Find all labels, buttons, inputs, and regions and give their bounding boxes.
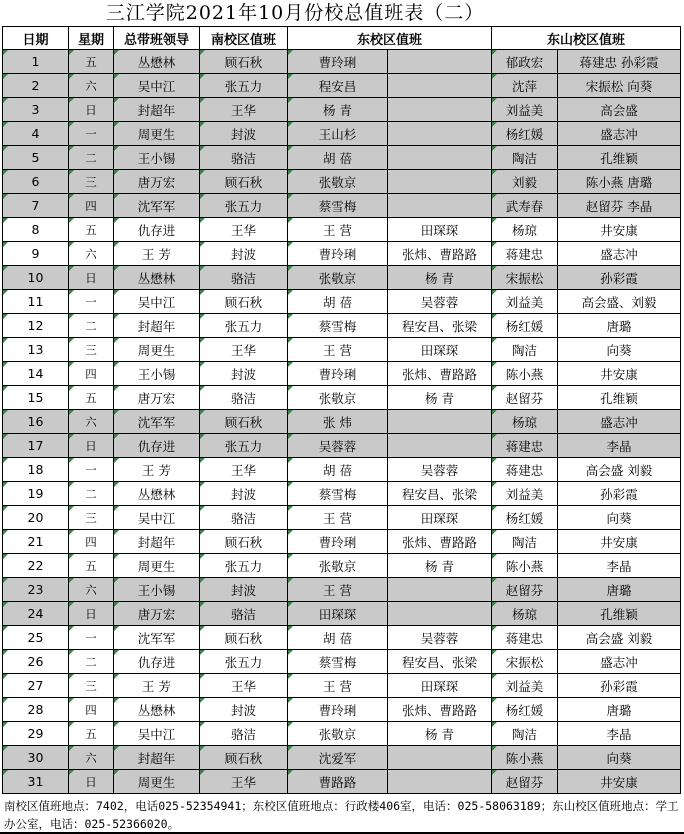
south-campus-cell: 王华 [200, 218, 288, 242]
weekday-cell: 六 [69, 746, 114, 770]
south-campus-cell: 顾石秋 [200, 530, 288, 554]
east-campus-primary-cell: 蔡雪梅 [288, 314, 388, 338]
leader-cell: 周更生 [114, 770, 200, 794]
weekday-cell: 二 [69, 146, 114, 170]
leader-cell: 沈军军 [114, 626, 200, 650]
south-campus-cell: 顾石秋 [200, 290, 288, 314]
table-row [3, 170, 681, 194]
date-cell: 26 [3, 650, 69, 674]
leader-cell: 周更生 [114, 338, 200, 362]
south-campus-cell: 顾石秋 [200, 50, 288, 74]
east-campus-secondary-cell: 张炜、曹路路 [388, 362, 492, 386]
south-campus-cell: 顾石秋 [200, 626, 288, 650]
leader-cell: 封超年 [114, 530, 200, 554]
dongshan-primary-cell: 刘益美 [492, 674, 558, 698]
east-campus-secondary-cell [388, 770, 492, 794]
dongshan-secondary-cell: 蒋建忠 孙彩霞 [558, 50, 681, 74]
table-row [3, 770, 681, 794]
dongshan-secondary-cell: 李晶 [558, 554, 681, 578]
east-campus-secondary-cell [388, 98, 492, 122]
east-campus-primary-cell: 张 炜 [288, 410, 388, 434]
table-row [3, 338, 681, 362]
leader-cell: 唐万宏 [114, 602, 200, 626]
table-row [3, 746, 681, 770]
weekday-cell: 六 [69, 74, 114, 98]
weekday-cell: 六 [69, 242, 114, 266]
date-cell: 22 [3, 554, 69, 578]
table-row [3, 122, 681, 146]
date-cell: 5 [3, 146, 69, 170]
table-row [3, 218, 681, 242]
date-cell: 2 [3, 74, 69, 98]
weekday-cell: 一 [69, 626, 114, 650]
dongshan-secondary-cell: 赵留芬 李晶 [558, 194, 681, 218]
south-campus-cell: 封波 [200, 362, 288, 386]
south-campus-cell: 骆洁 [200, 266, 288, 290]
east-campus-primary-cell: 胡 蓓 [288, 458, 388, 482]
leader-cell: 吴中江 [114, 74, 200, 98]
dongshan-primary-cell: 刘益美 [492, 98, 558, 122]
east-campus-secondary-cell: 杨 青 [388, 722, 492, 746]
header-leader: 总带班领导 [114, 27, 200, 50]
dongshan-primary-cell: 刘益美 [492, 482, 558, 506]
dongshan-secondary-cell: 唐璐 [558, 314, 681, 338]
south-campus-cell: 张五力 [200, 434, 288, 458]
dongshan-secondary-cell: 孙彩霞 [558, 482, 681, 506]
south-campus-cell: 封波 [200, 242, 288, 266]
east-campus-secondary-cell: 程安昌、张梁 [388, 314, 492, 338]
table-row [3, 698, 681, 722]
dongshan-primary-cell: 杨琼 [492, 410, 558, 434]
date-cell: 20 [3, 506, 69, 530]
leader-cell: 周更生 [114, 122, 200, 146]
south-campus-cell: 骆洁 [200, 722, 288, 746]
east-campus-primary-cell: 王山杉 [288, 122, 388, 146]
table-row [3, 98, 681, 122]
east-campus-primary-cell: 王 营 [288, 506, 388, 530]
dongshan-primary-cell: 杨琼 [492, 218, 558, 242]
east-campus-primary-cell: 张敬京 [288, 722, 388, 746]
east-campus-secondary-cell: 杨 青 [388, 266, 492, 290]
south-campus-cell: 张五力 [200, 194, 288, 218]
south-campus-cell: 张五力 [200, 650, 288, 674]
south-campus-cell: 封波 [200, 122, 288, 146]
weekday-cell: 日 [69, 770, 114, 794]
leader-cell: 周更生 [114, 554, 200, 578]
table-row [3, 506, 681, 530]
dongshan-primary-cell: 杨红媛 [492, 314, 558, 338]
south-campus-cell: 张五力 [200, 314, 288, 338]
dongshan-secondary-cell: 孙彩霞 [558, 266, 681, 290]
table-row [3, 314, 681, 338]
duty-roster-table [2, 26, 681, 794]
dongshan-secondary-cell: 宋振松 向葵 [558, 74, 681, 98]
weekday-cell: 四 [69, 698, 114, 722]
east-campus-primary-cell: 吴蓉蓉 [288, 434, 388, 458]
leader-cell: 丛懋林 [114, 266, 200, 290]
leader-cell: 王 芳 [114, 458, 200, 482]
weekday-cell: 五 [69, 554, 114, 578]
dongshan-secondary-cell: 李晶 [558, 722, 681, 746]
dongshan-primary-cell: 陶洁 [492, 530, 558, 554]
table-row [3, 50, 681, 74]
date-cell: 31 [3, 770, 69, 794]
leader-cell: 丛懋林 [114, 50, 200, 74]
east-campus-secondary-cell: 吴蓉蓉 [388, 290, 492, 314]
dongshan-primary-cell: 蒋建忠 [492, 458, 558, 482]
dongshan-primary-cell: 杨红媛 [492, 698, 558, 722]
south-campus-cell: 封波 [200, 578, 288, 602]
dongshan-secondary-cell: 孔维颖 [558, 146, 681, 170]
weekday-cell: 四 [69, 362, 114, 386]
dongshan-primary-cell: 陶洁 [492, 146, 558, 170]
east-campus-primary-cell: 曹玲琍 [288, 242, 388, 266]
east-campus-primary-cell: 曹玲琍 [288, 698, 388, 722]
east-campus-secondary-cell: 程安昌、张梁 [388, 482, 492, 506]
leader-cell: 仇存进 [114, 650, 200, 674]
dongshan-secondary-cell: 井安康 [558, 770, 681, 794]
south-campus-cell: 王华 [200, 98, 288, 122]
dongshan-primary-cell: 宋振松 [492, 266, 558, 290]
dongshan-primary-cell: 刘益美 [492, 290, 558, 314]
dongshan-primary-cell: 赵留芬 [492, 386, 558, 410]
table-row [3, 578, 681, 602]
leader-cell: 王小锡 [114, 146, 200, 170]
east-campus-secondary-cell [388, 74, 492, 98]
weekday-cell: 日 [69, 602, 114, 626]
table-row [3, 530, 681, 554]
table-row [3, 386, 681, 410]
south-campus-cell: 张五力 [200, 74, 288, 98]
east-campus-primary-cell: 沈爱军 [288, 746, 388, 770]
east-campus-primary-cell: 王 营 [288, 578, 388, 602]
date-cell: 3 [3, 98, 69, 122]
east-campus-secondary-cell: 吴蓉蓉 [388, 626, 492, 650]
table-row [3, 410, 681, 434]
dongshan-secondary-cell: 陈小燕 唐璐 [558, 170, 681, 194]
dongshan-secondary-cell: 向葵 [558, 746, 681, 770]
east-campus-secondary-cell [388, 50, 492, 74]
date-cell: 23 [3, 578, 69, 602]
east-campus-secondary-cell [388, 434, 492, 458]
leader-cell: 吴中江 [114, 506, 200, 530]
date-cell: 25 [3, 626, 69, 650]
dongshan-primary-cell: 蒋建忠 [492, 434, 558, 458]
dongshan-secondary-cell: 井安康 [558, 530, 681, 554]
weekday-cell: 日 [69, 434, 114, 458]
table-row [3, 434, 681, 458]
dongshan-secondary-cell: 高会盛、刘毅 [558, 290, 681, 314]
weekday-cell: 三 [69, 338, 114, 362]
dongshan-primary-cell: 宋振松 [492, 650, 558, 674]
weekday-cell: 四 [69, 530, 114, 554]
leader-cell: 封超年 [114, 98, 200, 122]
east-campus-secondary-cell [388, 746, 492, 770]
table-row [3, 554, 681, 578]
leader-cell: 封超年 [114, 746, 200, 770]
south-campus-cell: 骆洁 [200, 506, 288, 530]
east-campus-secondary-cell: 田琛琛 [388, 674, 492, 698]
weekday-cell: 三 [69, 506, 114, 530]
header-south-campus: 南校区值班 [200, 27, 288, 50]
dongshan-secondary-cell: 高会盛 [558, 98, 681, 122]
dongshan-secondary-cell: 盛志冲 [558, 242, 681, 266]
date-cell: 12 [3, 314, 69, 338]
date-cell: 18 [3, 458, 69, 482]
date-cell: 29 [3, 722, 69, 746]
weekday-cell: 五 [69, 50, 114, 74]
table-row [3, 194, 681, 218]
weekday-cell: 一 [69, 122, 114, 146]
east-campus-primary-cell: 曹玲琍 [288, 50, 388, 74]
south-campus-cell: 王华 [200, 338, 288, 362]
leader-cell: 丛懋林 [114, 482, 200, 506]
dongshan-secondary-cell: 向葵 [558, 506, 681, 530]
date-cell: 7 [3, 194, 69, 218]
dongshan-primary-cell: 陈小燕 [492, 746, 558, 770]
dongshan-secondary-cell: 高会盛 刘毅 [558, 626, 681, 650]
leader-cell: 沈军军 [114, 194, 200, 218]
leader-cell: 仇存进 [114, 218, 200, 242]
table-row [3, 266, 681, 290]
dongshan-secondary-cell: 井安康 [558, 218, 681, 242]
east-campus-primary-cell: 张敬京 [288, 170, 388, 194]
south-campus-cell: 顾石秋 [200, 170, 288, 194]
date-cell: 11 [3, 290, 69, 314]
dongshan-primary-cell: 杨红媛 [492, 122, 558, 146]
dongshan-secondary-cell: 盛志冲 [558, 650, 681, 674]
header-date: 日期 [3, 27, 69, 50]
dongshan-primary-cell: 蒋建忠 [492, 626, 558, 650]
header-east-campus: 东校区值班 [288, 27, 492, 50]
weekday-cell: 四 [69, 194, 114, 218]
dongshan-primary-cell: 刘毅 [492, 170, 558, 194]
east-campus-primary-cell: 张敬京 [288, 266, 388, 290]
east-campus-primary-cell: 曹路路 [288, 770, 388, 794]
dongshan-primary-cell: 陶洁 [492, 338, 558, 362]
leader-cell: 唐万宏 [114, 386, 200, 410]
south-campus-cell: 封波 [200, 698, 288, 722]
table-row [3, 458, 681, 482]
dongshan-secondary-cell: 盛志冲 [558, 122, 681, 146]
east-campus-primary-cell: 王 营 [288, 338, 388, 362]
dongshan-primary-cell: 赵留芬 [492, 578, 558, 602]
date-cell: 14 [3, 362, 69, 386]
dongshan-secondary-cell: 向葵 [558, 338, 681, 362]
weekday-cell: 三 [69, 170, 114, 194]
east-campus-primary-cell: 蔡雪梅 [288, 650, 388, 674]
weekday-cell: 三 [69, 674, 114, 698]
leader-cell: 王小锡 [114, 578, 200, 602]
east-campus-secondary-cell [388, 602, 492, 626]
table-row [3, 74, 681, 98]
east-campus-primary-cell: 曹玲琍 [288, 362, 388, 386]
south-campus-cell: 封波 [200, 482, 288, 506]
east-campus-primary-cell: 王 营 [288, 674, 388, 698]
date-cell: 28 [3, 698, 69, 722]
east-campus-secondary-cell: 田琛琛 [388, 338, 492, 362]
south-campus-cell: 骆洁 [200, 146, 288, 170]
dongshan-secondary-cell: 唐璐 [558, 578, 681, 602]
dongshan-primary-cell: 杨琼 [492, 602, 558, 626]
date-cell: 6 [3, 170, 69, 194]
page-title: 三江学院2021年10月份校总值班表（二） [105, 2, 485, 24]
date-cell: 13 [3, 338, 69, 362]
date-cell: 10 [3, 266, 69, 290]
header-weekday: 星期 [69, 27, 114, 50]
east-campus-primary-cell: 杨 青 [288, 98, 388, 122]
table-row [3, 242, 681, 266]
east-campus-primary-cell: 蔡雪梅 [288, 194, 388, 218]
east-campus-primary-cell: 田琛琛 [288, 602, 388, 626]
leader-cell: 吴中江 [114, 722, 200, 746]
date-cell: 8 [3, 218, 69, 242]
leader-cell: 王 芳 [114, 242, 200, 266]
east-campus-secondary-cell: 杨 青 [388, 386, 492, 410]
weekday-cell: 日 [69, 266, 114, 290]
dongshan-primary-cell: 郁政宏 [492, 50, 558, 74]
east-campus-secondary-cell [388, 578, 492, 602]
east-campus-secondary-cell: 张炜、曹路路 [388, 242, 492, 266]
east-campus-primary-cell: 曹玲琍 [288, 530, 388, 554]
table-row [3, 650, 681, 674]
date-cell: 1 [3, 50, 69, 74]
south-campus-cell: 骆洁 [200, 386, 288, 410]
south-campus-cell: 顾石秋 [200, 410, 288, 434]
east-campus-secondary-cell: 程安昌、张梁 [388, 650, 492, 674]
date-cell: 30 [3, 746, 69, 770]
dongshan-secondary-cell: 孔维颖 [558, 602, 681, 626]
east-campus-primary-cell: 王 营 [288, 218, 388, 242]
east-campus-secondary-cell: 张炜、曹路路 [388, 698, 492, 722]
header-dongshan-campus: 东山校区值班 [492, 27, 681, 50]
date-cell: 27 [3, 674, 69, 698]
weekday-cell: 二 [69, 650, 114, 674]
east-campus-secondary-cell: 田琛琛 [388, 506, 492, 530]
leader-cell: 沈军军 [114, 410, 200, 434]
table-row [3, 722, 681, 746]
dongshan-secondary-cell: 唐璐 [558, 698, 681, 722]
leader-cell: 唐万宏 [114, 170, 200, 194]
east-campus-primary-cell: 胡 蓓 [288, 146, 388, 170]
east-campus-secondary-cell [388, 194, 492, 218]
south-campus-cell: 骆洁 [200, 602, 288, 626]
leader-cell: 王 芳 [114, 674, 200, 698]
east-campus-primary-cell: 蔡雪梅 [288, 482, 388, 506]
table-row [3, 482, 681, 506]
date-cell: 24 [3, 602, 69, 626]
weekday-cell: 五 [69, 386, 114, 410]
table-row [3, 602, 681, 626]
east-campus-secondary-cell [388, 122, 492, 146]
east-campus-secondary-cell: 吴蓉蓉 [388, 458, 492, 482]
east-campus-secondary-cell [388, 410, 492, 434]
date-cell: 15 [3, 386, 69, 410]
weekday-cell: 五 [69, 722, 114, 746]
east-campus-primary-cell: 胡 蓓 [288, 626, 388, 650]
east-campus-secondary-cell [388, 170, 492, 194]
dongshan-primary-cell: 蒋建忠 [492, 242, 558, 266]
leader-cell: 吴中江 [114, 290, 200, 314]
table-row [3, 290, 681, 314]
weekday-cell: 二 [69, 314, 114, 338]
weekday-cell: 日 [69, 98, 114, 122]
date-cell: 17 [3, 434, 69, 458]
dongshan-primary-cell: 陈小燕 [492, 554, 558, 578]
south-campus-cell: 王华 [200, 674, 288, 698]
south-campus-cell: 王华 [200, 770, 288, 794]
east-campus-primary-cell: 胡 蓓 [288, 290, 388, 314]
dongshan-secondary-cell: 井安康 [558, 362, 681, 386]
east-campus-secondary-cell: 杨 青 [388, 554, 492, 578]
weekday-cell: 一 [69, 290, 114, 314]
table-row [3, 674, 681, 698]
east-campus-secondary-cell: 张炜、曹路路 [388, 530, 492, 554]
leader-cell: 封超年 [114, 314, 200, 338]
south-campus-cell: 张五力 [200, 554, 288, 578]
leader-cell: 仇存进 [114, 434, 200, 458]
date-cell: 21 [3, 530, 69, 554]
dongshan-secondary-cell: 孔维颖 [558, 386, 681, 410]
weekday-cell: 二 [69, 482, 114, 506]
leader-cell: 丛懋林 [114, 698, 200, 722]
dongshan-primary-cell: 杨红媛 [492, 506, 558, 530]
east-campus-primary-cell: 张敬京 [288, 386, 388, 410]
east-campus-primary-cell: 程安昌 [288, 74, 388, 98]
dongshan-primary-cell: 沈萍 [492, 74, 558, 98]
dongshan-secondary-cell: 李晶 [558, 434, 681, 458]
weekday-cell: 五 [69, 218, 114, 242]
east-campus-secondary-cell: 田琛琛 [388, 218, 492, 242]
date-cell: 19 [3, 482, 69, 506]
leader-cell: 王小锡 [114, 362, 200, 386]
date-cell: 16 [3, 410, 69, 434]
date-cell: 9 [3, 242, 69, 266]
table-row [3, 362, 681, 386]
weekday-cell: 六 [69, 578, 114, 602]
dongshan-primary-cell: 陈小燕 [492, 362, 558, 386]
date-cell: 4 [3, 122, 69, 146]
dongshan-secondary-cell: 盛志冲 [558, 410, 681, 434]
weekday-cell: 六 [69, 410, 114, 434]
dongshan-secondary-cell: 孙彩霞 [558, 674, 681, 698]
east-campus-secondary-cell [388, 146, 492, 170]
header-row [3, 27, 681, 50]
table-row [3, 146, 681, 170]
south-campus-cell: 王华 [200, 458, 288, 482]
table-row [3, 626, 681, 650]
contact-footer: 南校区值班地点：7402，电话025-52354941；东校区值班地点：行政楼406室，电话：025-58063189；东山校区值班地点：学工办公室，电话：025-52366020。 [4, 799, 679, 831]
south-campus-cell: 顾石秋 [200, 746, 288, 770]
east-campus-primary-cell: 张敬京 [288, 554, 388, 578]
dongshan-secondary-cell: 高会盛 刘毅 [558, 458, 681, 482]
weekday-cell: 一 [69, 458, 114, 482]
dongshan-primary-cell: 武寿春 [492, 194, 558, 218]
dongshan-primary-cell: 陶洁 [492, 722, 558, 746]
dongshan-primary-cell: 赵留芬 [492, 770, 558, 794]
